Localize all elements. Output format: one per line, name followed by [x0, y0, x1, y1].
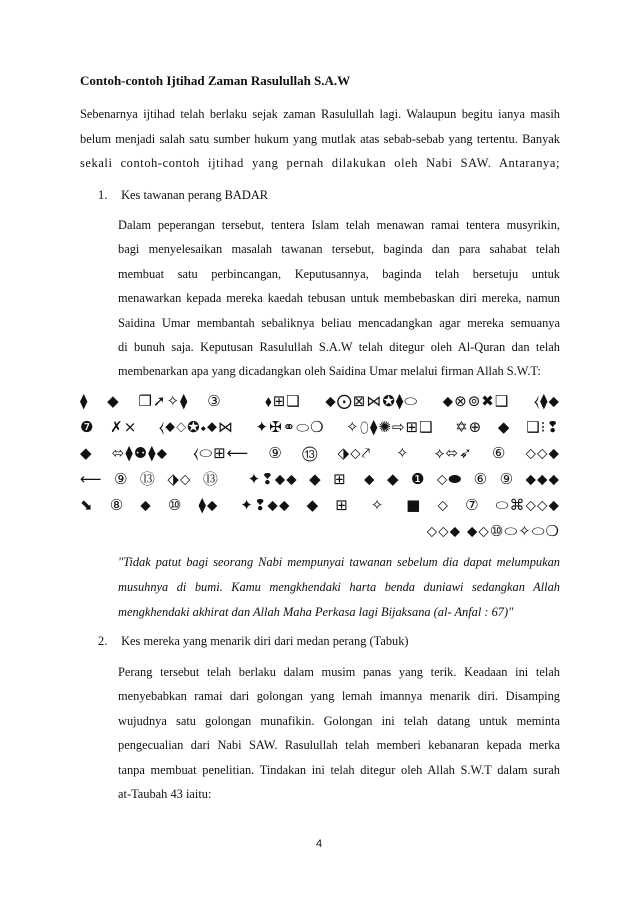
body-line: tanpa membuat penelitian. Tindakan ini telah ditegur oleh Allah S.W.T dalam surah — [118, 762, 560, 777]
body-line: Saidina Umar membantah sebaliknya beliau mencadangkan agar mereka semuanya — [118, 315, 560, 330]
intro-line: sekali contoh-contoh ijtihad yang pernah dilakukan oleh Nabi SAW. Antaranya; — [80, 156, 560, 170]
verse-line: ⧫◆❒➚✧⧫③ ⬧⊞❑ ⬥⨀⊠⋈✪⧫⬭ ⬥⊗⊚✖❑ ⧼⧫⬥ — [80, 392, 560, 410]
quran-verse — [80, 388, 560, 544]
verse-line: ◆⬄⧫⚉⧫⬥ ⧼⬭⊞⟵⑨⑬⬗⬦⤤ ✧ ⟡⬄➶⑥⬦⬦⬥ — [80, 444, 560, 462]
intro-paragraph — [80, 102, 560, 176]
body-line: membenarkan apa yang dicadangkan oleh Saidina Umar melalui firman Allah S.W.T: — [118, 364, 541, 379]
body-line: Perang tersebut telah berlaku dalam musim panas yang terik. Keadaan ini telah — [118, 665, 560, 679]
verse-line: ⬦⬦⬥ ⬥⬦⑩⬭✧⬭❍ — [426, 522, 560, 540]
verse-translation — [118, 550, 560, 625]
item-1-body — [118, 213, 560, 384]
list-item-2 — [98, 634, 409, 649]
body-line: menyebabkan ramai dari golongan yang lemah imannya menarik diri. Disamping — [118, 689, 560, 704]
page-number: 4 — [315, 838, 323, 850]
list-number: 2. — [98, 634, 108, 648]
verse-line: ⬊⑧⬥⑩⧫⬥ ✦❢⬥⬥◆⊞ ✧ ■⬦⑦⬭⌘⬦⬦⬥ — [80, 496, 560, 514]
intro-line: Sebenarnya ijtihad telah berlaku sejak zaman Rasulullah lagi. Walaupun begitu ianya masih — [80, 107, 560, 121]
list-title: Kes mereka yang menarik diri dari medan perang (Tabuk) — [121, 634, 409, 648]
section-heading: Contoh-contoh Ijtihad Zaman Rasulullah S.A.W — [80, 73, 351, 88]
body-line: bagi menyelesaikan masalah tawanan tersebut, baginda dan para sahabat telah — [118, 242, 560, 257]
list-title: Kes tawanan perang BADAR — [121, 188, 269, 202]
body-line: di bunuh saja. Keputusan Rasulullah S.A.W telah ditegur oleh Al-Quran dan telah — [118, 340, 560, 355]
list-item-1 — [98, 188, 268, 203]
body-line: wujudnya satu golongan munafikin. Golongan ini telah datang untuk meminta — [118, 713, 560, 728]
body-line: membuat satu perbincangan, Keputusannya, baginda telah bersetuju untuk — [118, 266, 560, 281]
verse-line: ⟵⑨⑬⬗⬦⑬ ✦❢⬥⬥◆⊞ ⬥◆❶⬦⬬⑥⑨⬥⬥⬥ — [80, 470, 560, 488]
body-line: menawarkan kepada mereka kaedah tebusan untuk membebaskan diri mereka, namun — [118, 291, 560, 306]
body-line: pengecualian dari Nabi SAW. Rasulullah telah memberi kebanaran kepada merka — [118, 738, 560, 753]
intro-line: belum menjadi salah satu sumber hukum yang mutlak atas sebab-sebab yang tertentu. Banyak — [80, 131, 560, 146]
translation-line: musuhnya di bumi. Kamu mengkhendaki harta benda duniawi sedangkan Allah — [118, 580, 560, 594]
item-2-body — [118, 660, 560, 806]
body-line: at-Taubah 43 iaitu: — [118, 787, 212, 802]
translation-line: "Tidak patut bagi seorang Nabi mempunyai tawanan sebelum dia dapat melumpukan — [118, 555, 560, 569]
body-line: Dalam peperangan tersebut, tentera Islam telah menawan ramai tentera musyrikin, — [118, 218, 560, 232]
verse-line: ❼✗⨯ ⧼⬥⬦✪⬩⬥⋈ ✦✠⚭⬭❍ ✧⬯⧫✺⇨⊞❑ ✡⊕◆❑⁝❢ — [80, 418, 560, 436]
list-number: 1. — [98, 188, 108, 202]
translation-line: mengkhendaki akhirat dan Allah Maha Perkasa lagi Bijaksana (al- Anfal : 67)" — [118, 605, 514, 619]
